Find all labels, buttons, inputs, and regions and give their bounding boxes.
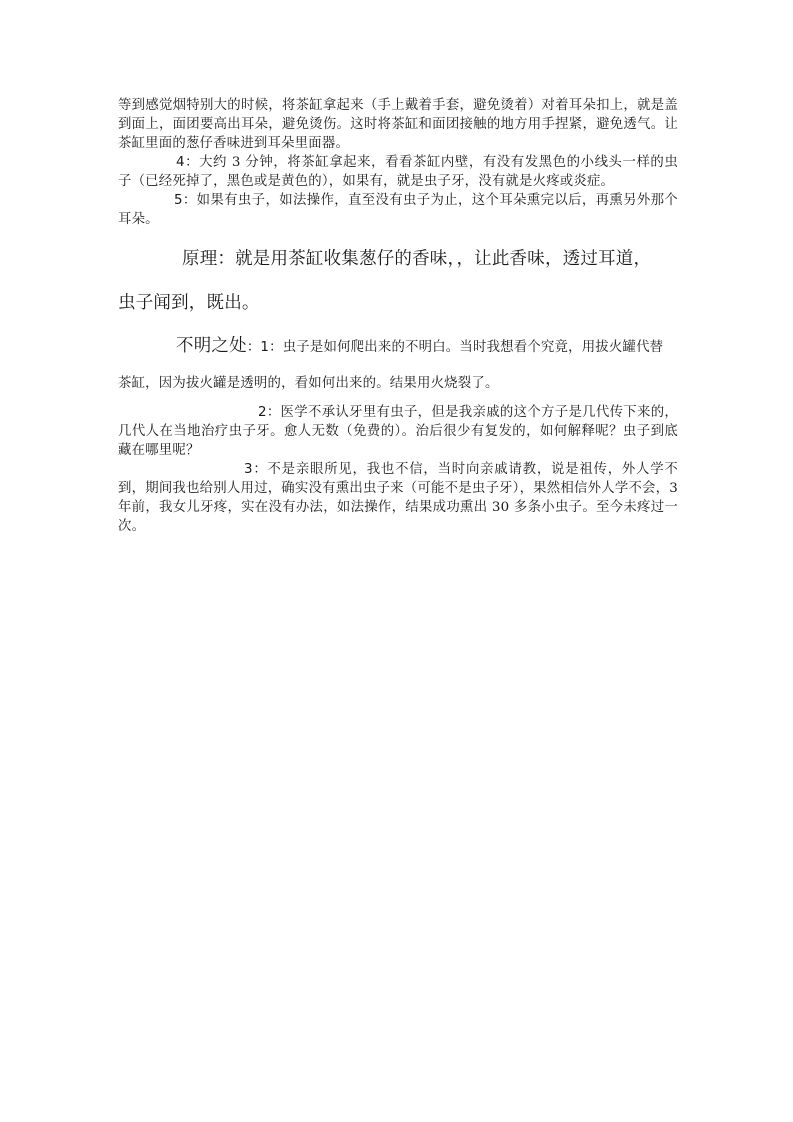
- paragraph-step3: 等到感觉烟特别大的时候，将茶缸拿起来（手上戴着手套，避免烫着）对着耳朵扣上，就是盖到面上，面团要高出耳朵，避免烫伤。这时将茶缸和面团接触的地方用手捏紧，避免透气。让茶缸里面的葱仔香味进到耳朵里面器。: [118, 98, 678, 151]
- q2-number: 2: [258, 405, 267, 420]
- step-text: ：大约 3 分钟，将茶缸拿起来，看看茶缸内壁，有没有发黑色的小线头一样的虫子（已经死掉了，黑色或是黄色的），如果有，就是虫子牙，没有就是火疼或炎症。: [118, 155, 678, 189]
- step-number: 5: [174, 193, 183, 208]
- unclear-points-q2: [118, 403, 678, 460]
- paragraph-step4: [118, 153, 678, 191]
- step-text: ：如果有虫子，如法操作，直至没有虫子为止，这个耳朵熏完以后，再熏另外那个耳朵。: [118, 193, 678, 227]
- principle-line-2: 虫子闻到，既出。: [118, 293, 260, 313]
- unclear-label: 不明之处: [176, 336, 247, 356]
- q1-text: ：虫子是如何爬出来的不明白。当时我想看个究竟，用拔火罐代替: [269, 340, 664, 355]
- principle-line-1: 原理：就是用茶缸收集葱仔的香味，，让此香味，透过耳道，: [182, 249, 652, 269]
- document-page: [118, 96, 678, 536]
- step-number: 4: [176, 155, 185, 170]
- q1-number: ：1: [246, 340, 270, 355]
- unclear-points-q1: [118, 331, 678, 363]
- unclear-points-q3: [118, 460, 678, 536]
- q2-text: ：医学不承认牙里有虫子，但是我亲戚的这个方子是几代传下来的，几代人在当地治疗虫子牙。愈人无数（免费的）。治后很少有复发的，如何解释呢？虫子到底藏在哪里呢？: [118, 405, 678, 458]
- q3-text: ：不是亲眼所见，我也不信，当时向亲戚请教，说是祖传，外人学不到，期间我也给别人用过，确实没有熏出虫子来（可能不是虫子牙），果然相信外人学不会，3 年前，我女儿牙疼，实在没有办法，如法操作，结果成功熏出 30 多条小虫子。至今未疼过一次。: [118, 462, 678, 534]
- q3-number: 3: [244, 462, 253, 477]
- paragraph-step5: [118, 191, 678, 229]
- unclear-points-q1-cont: 茶缸，因为拔火罐是透明的，看如何出来的。结果用火烧裂了。: [118, 376, 499, 391]
